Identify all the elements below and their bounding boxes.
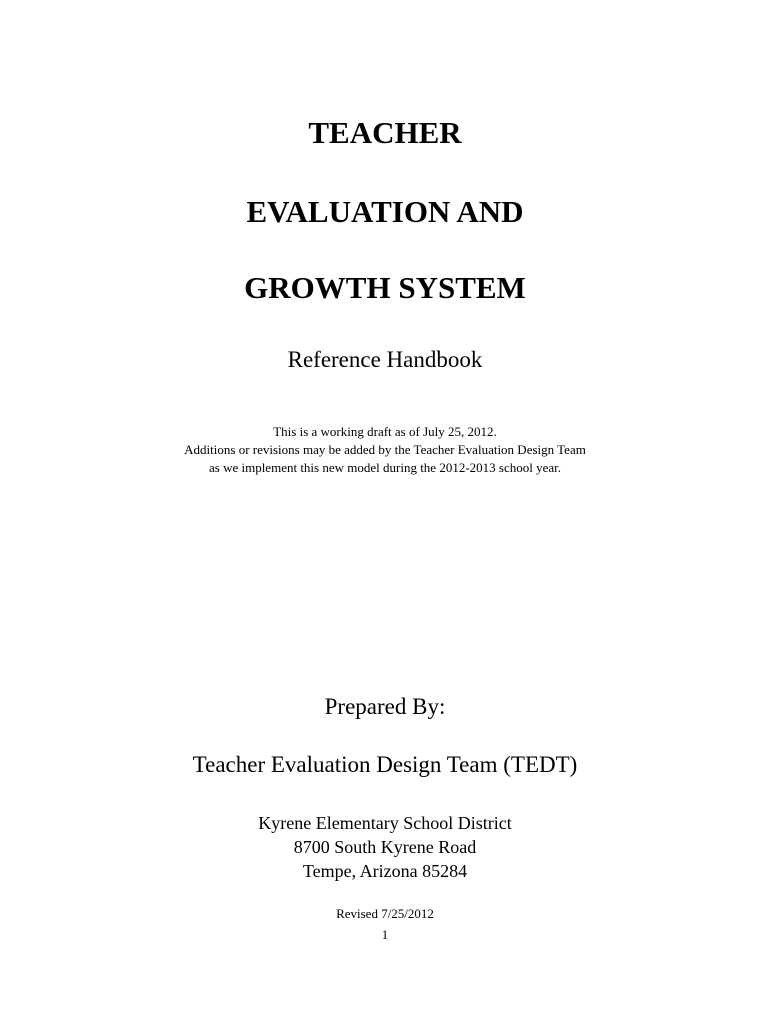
team-name: Teacher Evaluation Design Team (TEDT) [192, 752, 578, 777]
address-line-3: Tempe, Arizona 85284 [302, 861, 468, 881]
title-line-2: EVALUATION AND [246, 194, 524, 229]
page-number: 1 [381, 927, 389, 942]
revised-date: Revised 7/25/2012 [336, 906, 434, 921]
address-line-1: Kyrene Elementary School District [258, 813, 512, 833]
prepared-by-label: Prepared By: [324, 694, 446, 719]
draft-note-line-3: as we implement this new model during the 2012-2013 school year. [208, 460, 561, 475]
draft-note-line-1: This is a working draft as of July 25, 2012. [273, 424, 497, 439]
title-line-1: TEACHER [308, 115, 462, 150]
draft-note-line-2: Additions or revisions may be added by the Teacher Evaluation Design Team [184, 442, 586, 457]
address-line-2: 8700 South Kyrene Road [293, 837, 477, 857]
subtitle: Reference Handbook [287, 347, 483, 372]
title-line-3: GROWTH SYSTEM [244, 270, 526, 305]
